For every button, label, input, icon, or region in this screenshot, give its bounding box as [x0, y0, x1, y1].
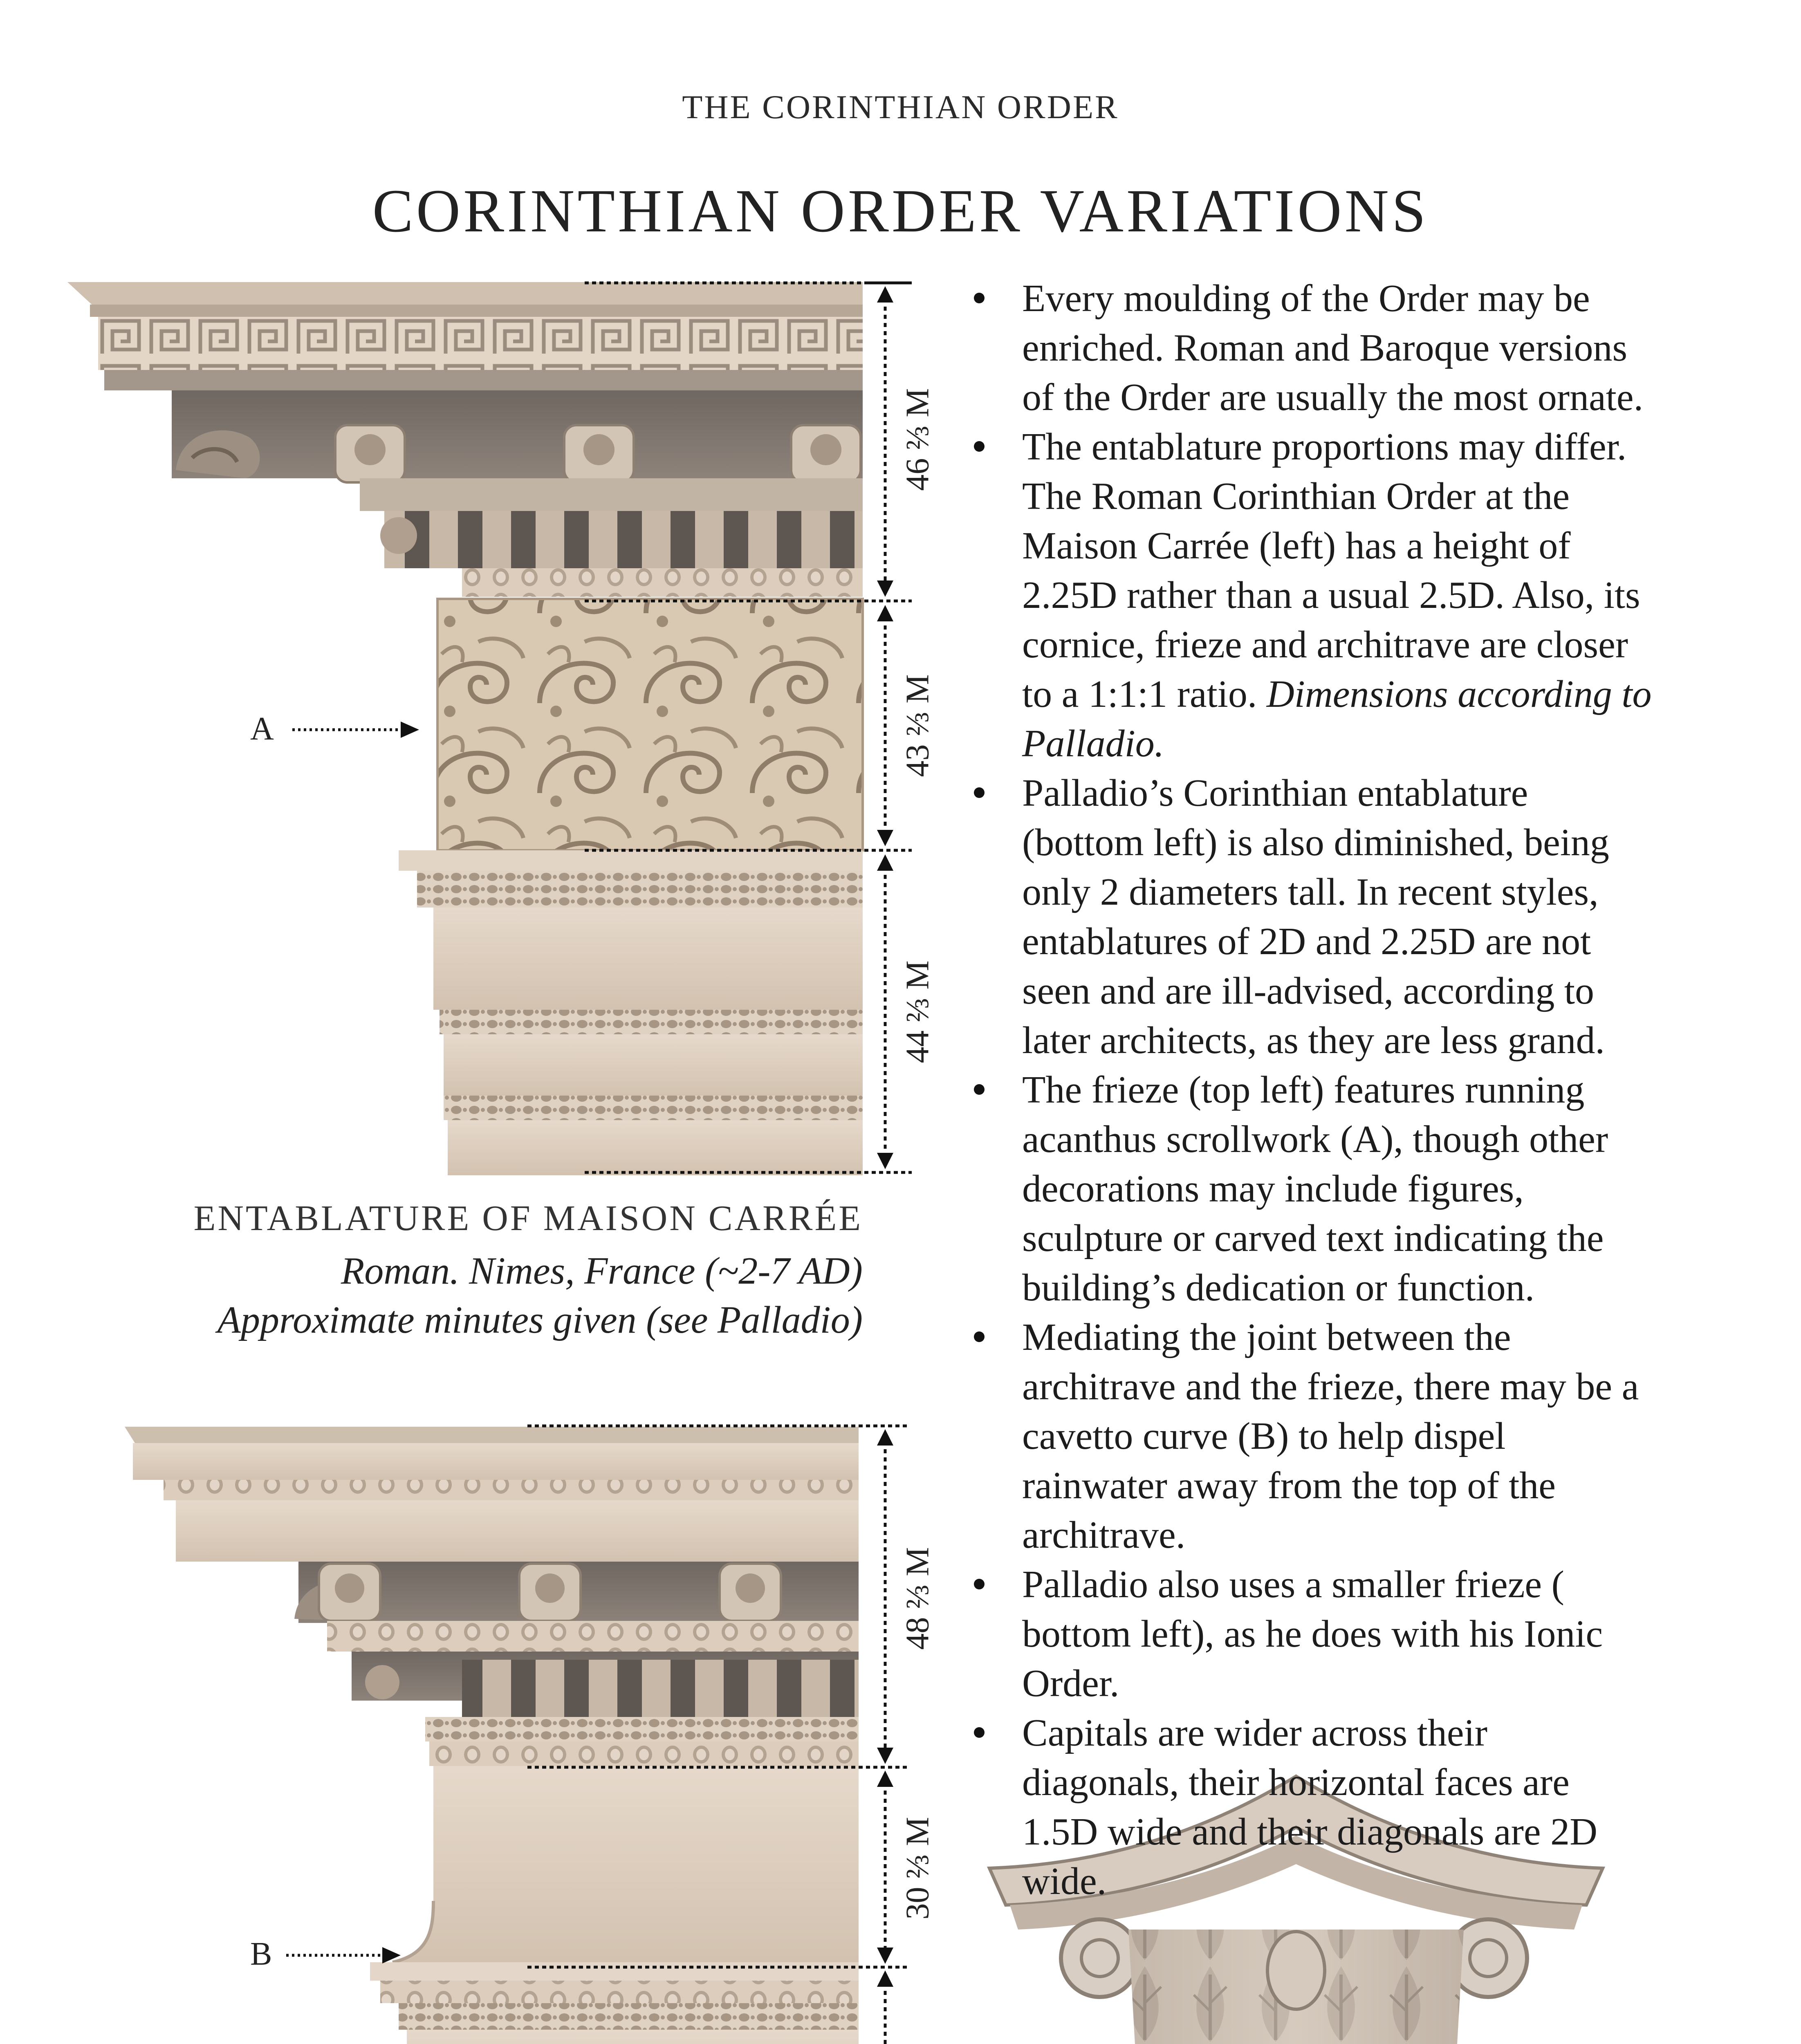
pointer-label-a: A	[250, 711, 274, 747]
caption-maison-carree-title: ENTABLATURE OF MAISON CARRÉE	[193, 1199, 863, 1238]
bullet-item	[965, 1065, 1652, 1313]
bullet-item	[965, 1708, 1652, 1906]
bullet-item	[965, 274, 1652, 422]
bullet-text: Palladio’s Corinthian entablature (bottom left) is also diminished, being only 2 diameters tall. In recent styles, entablatures of 2D and 2.25D are not seen and are ill-advised, according to later architects, as they are less grand.	[1022, 772, 1609, 1062]
bullet-text: Mediating the joint between the architrave and the frieze, there may be a cavetto curve (B) to help dispel rainwater away from the top of the architrave.	[1022, 1316, 1639, 1556]
running-head: THE CORINTHIAN ORDER	[682, 88, 1119, 126]
maison-carree-entablature	[67, 282, 863, 1175]
caption-maison-carree-line2: Approximate minutes given (see Palladio)	[217, 1299, 863, 1341]
dimension-label-frieze-top: 43 ⅔ M	[899, 674, 936, 777]
caption-maison-carree-line1: Roman. Nimes, France (~2-7 AD)	[341, 1250, 863, 1292]
pointer-label-b: B	[250, 1936, 272, 1972]
bullet-text: The frieze (top left) features running acanthus scrollwork (A), though other decorations may include figures, sculpture or carved text indicating the building’s dedication or function.	[1022, 1069, 1608, 1309]
page-title: CORINTHIAN ORDER VARIATIONS	[372, 177, 1429, 245]
dimension-label-cornice-top: 46 ⅔ M	[899, 388, 936, 491]
bullet-list	[965, 274, 1652, 1906]
bullet-italic-note: Dimensions according to Palladio.	[1022, 673, 1652, 765]
palladio-entablature	[125, 1427, 859, 2044]
pointer-a-arrow	[401, 722, 419, 738]
bullet-item	[965, 422, 1652, 769]
bullet-item	[965, 769, 1652, 1065]
dimension-label-cornice-bottom: 48 ⅔ M	[899, 1547, 936, 1650]
bullet-text: The entablature proportions may differ. The Roman Corinthian Order at the Maison Carrée (left) has a height of 2.25D rather than a usual 2.5D. Also, its cornice, frieze and architrave are closer to a 1:1:1 ratio.	[1022, 426, 1640, 715]
bullet-text: Capitals are wider across their diagonals, their horizontal faces are 1.5D wide and their diagonals are 2D wide.	[1022, 1712, 1597, 1903]
dimension-label-architrave-top: 44 ⅔ M	[899, 960, 936, 1063]
bullet-text: Palladio also uses a smaller frieze ( bottom left), as he does with his Ionic Order.	[1022, 1563, 1603, 1705]
bullet-text: Every moulding of the Order may be enriched. Roman and Baroque versions of the Order are usually the most ornate.	[1022, 277, 1644, 419]
bullet-item	[965, 1560, 1652, 1708]
bullet-item	[965, 1313, 1652, 1560]
dimension-label-frieze-bottom: 30 ⅔ M	[899, 1817, 936, 1920]
